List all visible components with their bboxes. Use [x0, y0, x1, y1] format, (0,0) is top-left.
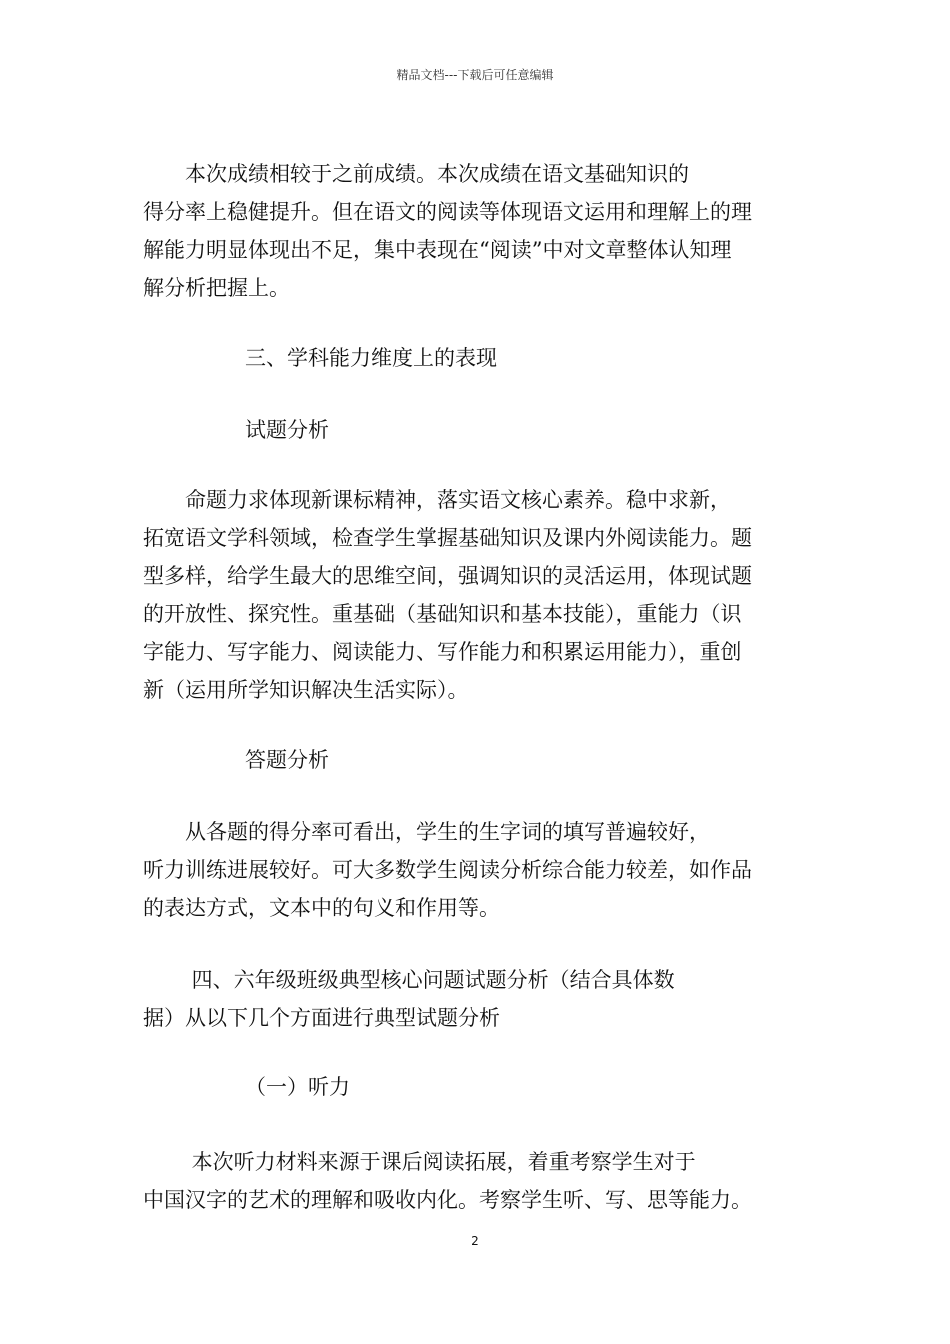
text-line: 的开放性、探究性。重基础（基础知识和基本技能），重能力（识	[143, 602, 742, 626]
subheading-answer-analysis: 答题分析	[245, 748, 329, 772]
text-line: 解能力明显体现出不足，集中表现在“阅读”中对文章整体认知理	[143, 238, 732, 262]
text-line: 从各题的得分率可看出，学生的生字词的填写普遍较好，	[143, 820, 710, 844]
page-number: 2	[471, 1234, 479, 1248]
text-line: 新（运用所学知识解决生活实际）。	[143, 678, 469, 702]
document-header: 精品文档---下载后可任意编辑	[396, 68, 554, 82]
section-heading-ability: 三、学科能力维度上的表现	[245, 346, 497, 370]
text-line: 字能力、写字能力、阅读能力、写作能力和积累运用能力），重创	[143, 640, 742, 664]
text-line: 的表达方式，文本中的句义和作用等。	[143, 896, 500, 920]
paragraph-listening	[143, 1143, 813, 1219]
paragraph-section-four	[143, 961, 813, 1037]
text-line: 据）从以下几个方面进行典型试题分析	[143, 1006, 500, 1030]
text-line: 听力训练进展较好。可大多数学生阅读分析综合能力较差，如作品	[143, 858, 752, 882]
text-line: 得分率上稳健提升。但在语文的阅读等体现语文运用和理解上的理	[143, 200, 752, 224]
text-line: 拓宽语文学科领域，检查学生掌握基础知识及课内外阅读能力。题	[143, 526, 752, 550]
text-line: 型多样，给学生最大的思维空间，强调知识的灵活运用，体现试题	[143, 564, 752, 588]
paragraph-answer-analysis	[143, 813, 813, 927]
text-line: 命题力求体现新课标精神，落实语文核心素养。稳中求新，	[143, 488, 731, 512]
text-line: 四、六年级班级典型核心问题试题分析（结合具体数	[143, 968, 675, 992]
subheading-listening: （一）听力	[245, 1075, 350, 1099]
text-line: 中国汉字的艺术的理解和吸收内化。考察学生听、写、思等能力。	[143, 1188, 752, 1212]
paragraph-score-comparison	[143, 155, 813, 307]
text-line: 本次听力材料来源于课后阅读拓展，着重考察学生对于	[143, 1150, 696, 1174]
paragraph-question-analysis	[143, 481, 813, 709]
text-line: 解分析把握上。	[143, 276, 290, 300]
subheading-question-analysis: 试题分析	[245, 418, 329, 442]
text-line: 本次成绩相较于之前成绩。本次成绩在语文基础知识的	[143, 162, 689, 186]
